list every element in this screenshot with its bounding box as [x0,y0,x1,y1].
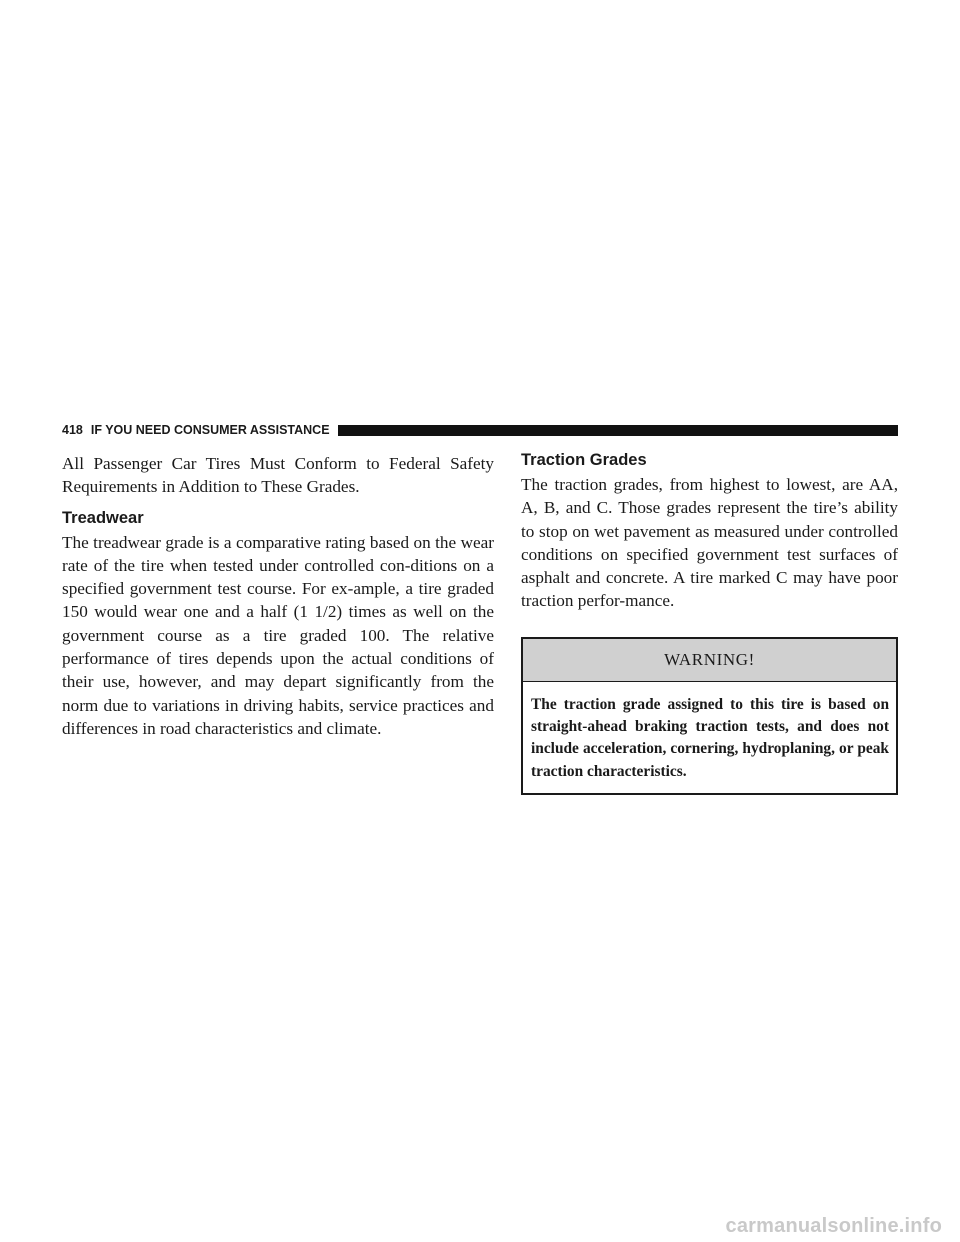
warning-header [523,639,896,682]
header-rule-bar [338,425,898,436]
page-header [62,423,898,437]
left-column [62,452,494,740]
traction-heading: Traction Grades [521,451,647,469]
warning-text: The traction grade assigned to this tire is based on straight-ahead braking traction tests, and does not include acceleration, cornering, hydroplaning, or peak traction characteristics. [531,695,889,780]
intro-paragraph: All Passenger Car Tires Must Conform to Federal Safety Requirements in Addition to These Grades. [62,454,494,497]
section-title: IF YOU NEED CONSUMER ASSISTANCE [90,423,330,437]
warning-box [521,637,898,795]
treadwear-heading: Treadwear [62,508,144,527]
treadwear-paragraph: The treadwear grade is a comparative rating based on the wear rate of the tire when tested under controlled con-ditions on a specified government test course. For ex-ample, a tire graded 150 would wear one and a half (1 1/2) times as well on the government course as a tire graded 100. The relative performance of tires depends upon the actual conditions of their use, however, and may depart significantly from the norm due to variations in driving habits, service practices and differences in road characteristics and climate. [62,532,494,738]
traction-paragraph: The traction grades, from highest to lowest, are AA, A, B, and C. Those grades represent the tire’s ability to stop on wet pavement as measured under controlled conditions on specified government test surfaces of asphalt and concrete. A tire marked C may have poor traction perfor-mance. [521,475,898,611]
site-watermark: carmanualsonline.info [725,1215,942,1237]
warning-title: WARNING! [664,649,755,669]
right-column [521,450,898,795]
page-number: 418 [62,423,83,437]
warning-body [523,682,896,793]
